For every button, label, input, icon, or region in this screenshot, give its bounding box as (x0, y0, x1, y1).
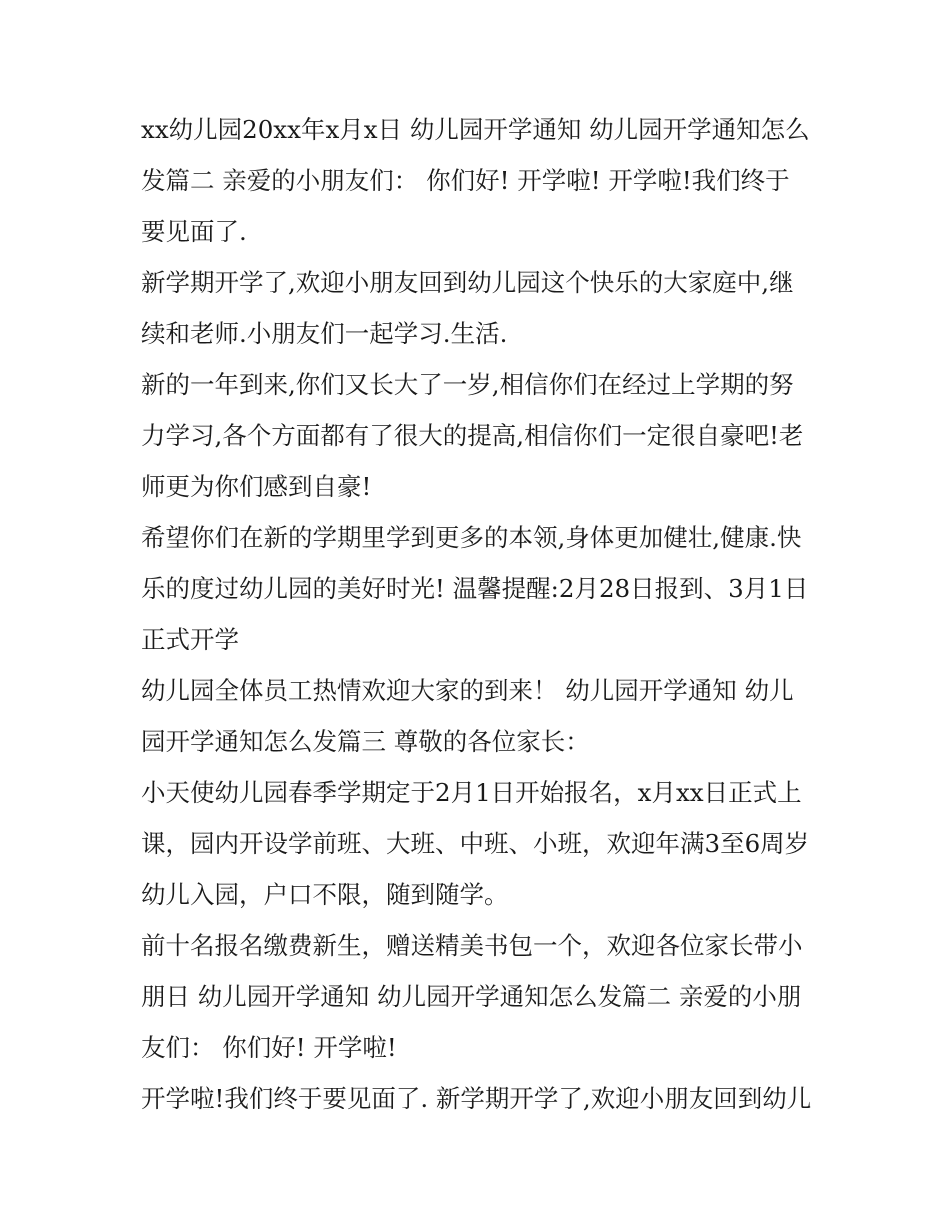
paragraph-7: 前十名报名缴费新生，赠送精美书包一个，欢迎各位家长带小朋日 幼儿园开学通知 幼儿园开学通知怎么发篇二 亲爱的小朋友们： 你们好! 开学啦! (141, 931, 803, 1062)
paragraph-4: 希望你们在新的学期里学到更多的本领,身体更加健壮,健康.快乐的度过幼儿园的美好时光! 温馨提醒:2月28日报到、3月1日正式开学 (141, 523, 809, 654)
paragraph-5: 幼儿园全体员工热情欢迎大家的到来！ 幼儿园开学通知 幼儿园开学通知怎么发篇三 尊敬的各位家长： (141, 676, 794, 756)
paragraph-8: 开学啦!我们终于要见面了. 新学期开学了,欢迎小朋友回到幼儿 (141, 1084, 812, 1113)
document-body (141, 104, 813, 1124)
paragraph-6: 小天使幼儿园春季学期定于2月1日开始报名，x月xx日正式上课，园内开设学前班、大班、中班、小班，欢迎年满3至6周岁幼儿入园，户口不限，随到随学。 (141, 778, 810, 909)
paragraph-1: xx幼儿园20xx年x月x日 幼儿园开学通知 幼儿园开学通知怎么发篇二 亲爱的小朋友们： 你们好! 开学啦! 开学啦!我们终于要见面了. (141, 115, 810, 246)
paragraph-3: 新的一年到来,你们又长大了一岁,相信你们在经过上学期的努力学习,各个方面都有了很大的提高,相信你们一定很自豪吧!老师更为你们感到自豪! (141, 370, 804, 501)
paragraph-2: 新学期开学了,欢迎小朋友回到幼儿园这个快乐的大家庭中,继续和老师.小朋友们一起学习.生活. (141, 268, 794, 348)
